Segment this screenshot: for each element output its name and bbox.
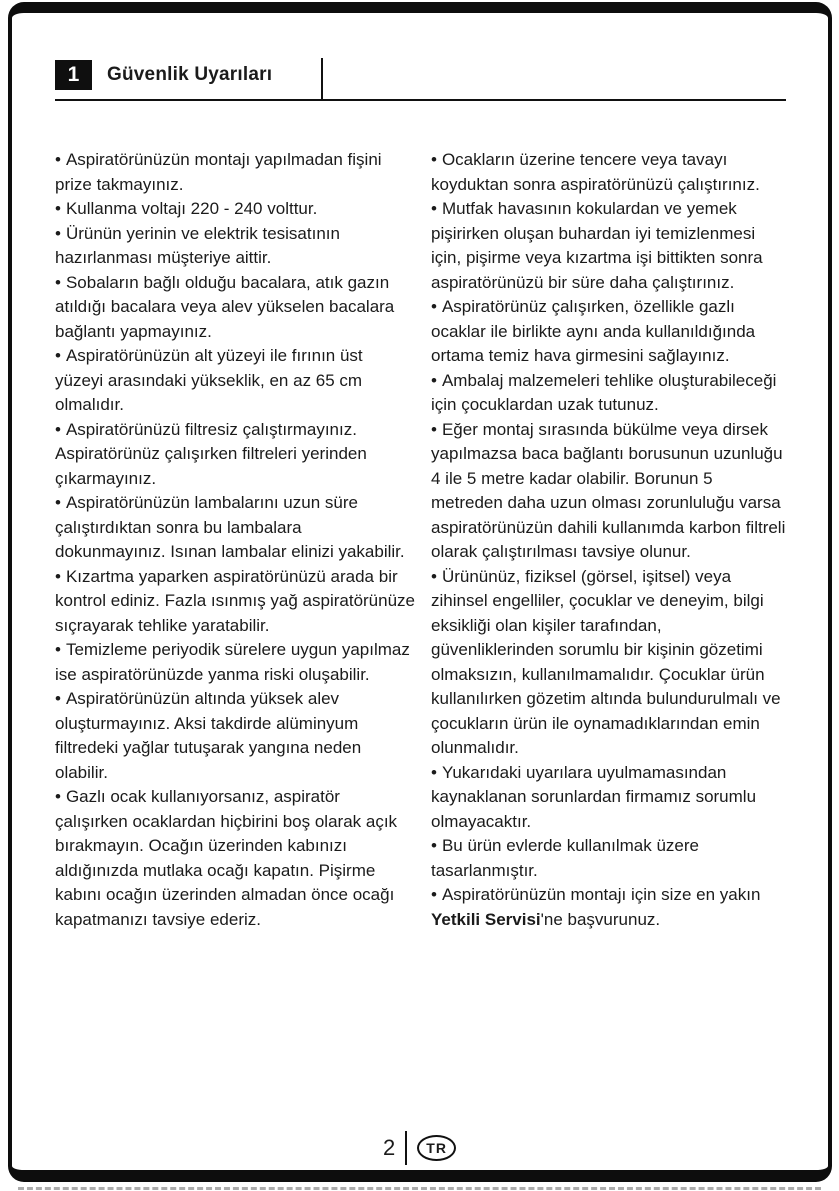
bullet-icon: •: [431, 566, 437, 586]
bullet-text: Ürününüz, fiziksel (görsel, işitsel) veya zihinsel engelliler, çocuklar ve deneyim, bilgi eksikliği olan kişiler tarafından, güvenliklerinden sorumlu bir kişinin gözetimi olmaksızın, kullanılmamalıdır. Çocuklar ürün kullanılırken gözetim altında bulundurulmalı ve çocukların ürün ile oynamadıklarından emin olunmalıdır.: [431, 566, 781, 757]
page-number: 2: [383, 1135, 396, 1160]
bullet-icon: •: [55, 199, 61, 218]
bullet-text: Yukarıdaki uyarılara uyulmamasından kaynaklanan sorunlardan firmamız sorumlu olmayacaktır.: [431, 762, 757, 831]
bullet-item: [55, 148, 415, 197]
bullet-item: [431, 418, 788, 565]
bullet-icon: •: [431, 762, 437, 782]
bullet-item: [55, 344, 415, 418]
column-right-items: [431, 148, 788, 883]
bullet-icon: •: [55, 272, 61, 292]
bullet-item: [431, 197, 788, 295]
bullet-icon: •: [431, 199, 437, 218]
page-title: Güvenlik Uyarıları: [107, 64, 273, 85]
bullet-item: [431, 369, 788, 418]
bullet-item: [55, 197, 415, 222]
section-header-box: [55, 58, 323, 99]
bullet-item: [55, 638, 415, 687]
bullet-icon: •: [431, 370, 437, 390]
bullet-text: Temizleme periyodik sürelere uygun yapılmaz ise aspiratörünüzde yanma riski oluşabilir.: [55, 640, 410, 684]
bullet-text: Aspiratörünüzün alt yüzeyi ile fırının üst yüzeyi arasındaki yükseklik, en az 65 cm olmalıdır.: [55, 346, 363, 414]
bullet-text: Mutfak havasının kokulardan ve yemek pişirirken oluşan buhardan iyi temizlenmesi için, pişirme veya kızartma işi bittikten sonra aspiratörünüzü bir süre daha çalıştırınız.: [431, 199, 763, 292]
bullet-icon: •: [55, 787, 61, 806]
section-number-box: [55, 60, 92, 90]
bullet-item: [431, 148, 788, 197]
scan-artifact-line: [18, 1187, 821, 1190]
body-columns: [55, 148, 808, 932]
column-right: [431, 148, 808, 932]
service-note-post: 'ne başvurunuz.: [540, 909, 661, 929]
bullet-text: Ürünün yerinin ve elektrik tesisatının hazırlanması müşteriye aittir.: [55, 223, 340, 267]
bullet-icon: •: [55, 493, 61, 512]
bullet-item: [55, 565, 415, 639]
service-note-pre: Aspiratörünüzün montajı için size en yakın: [441, 885, 808, 904]
bullet-item: [431, 834, 788, 883]
column-left: [55, 148, 415, 932]
bullet-icon: •: [55, 346, 61, 365]
bullet-item: [431, 565, 788, 761]
bullet-item: [431, 295, 788, 369]
section-header: [55, 58, 786, 101]
bullet-text: Aspiratörünüzün altında yüksek alev oluşturmayınız. Aksi takdirde alüminyum filtredeki yağlar tutuşarak yangına neden olabilir.: [55, 689, 362, 782]
bullet-item: [55, 785, 415, 932]
service-note-bold: Yetkili Servisi: [431, 909, 541, 929]
bullet-icon: •: [431, 297, 437, 316]
bullet-icon: •: [55, 566, 61, 586]
bullet-item: [431, 761, 788, 835]
bullet-text: Aspiratörünüzün lambalarını uzun süre çalıştırdıktan sonra bu lambalara dokunmayınız. Isınan lambalar elinizi yakabilir.: [55, 493, 405, 561]
bullet-icon: •: [431, 419, 437, 439]
bullet-icon: •: [55, 150, 61, 169]
service-note: [431, 883, 808, 932]
bullet-text: Sobaların bağlı olduğu bacalara, atık gazın atıldığı bacalara veya alev yükselen bacalara bağlantı yapmayınız.: [55, 272, 395, 341]
bullet-text: Gazlı ocak kullanıyorsanız, aspiratör çalışırken ocaklardan hiçbirini boş olarak açık bırakmayın. Ocağın üzerinden kabınızı aldığınızda mutlaka ocağı kapatın. Pişirme kabını ocağın üzerinden almadan önce ocağı kapatmanızı tavsiye ederiz.: [55, 787, 398, 929]
bullet-icon: •: [431, 836, 437, 855]
bullet-text: Kızartma yaparken aspiratörünüzü arada bir kontrol ediniz. Fazla ısınmış yağ aspiratörünüze sıçrayarak tehlike yaratabilir.: [55, 566, 416, 635]
bullet-item: [55, 491, 415, 565]
bullet-icon: •: [55, 419, 61, 439]
bullet-text: Eğer montaj sırasında bükülme veya dirsek yapılmazsa baca bağlantı borusunun uzunluğu 4 ile 5 metre kadar olabilir. Borunun 5 metreden daha uzun olması zorunluluğu varsa aspiratörünüzün dahili kullanımda karbon filtreli olarak çalıştırılması tavsiye olunur.: [431, 419, 786, 561]
locale-badge: TR: [417, 1135, 456, 1161]
bullet-icon: •: [55, 223, 61, 243]
bullet-icon: •: [431, 150, 437, 169]
page-footer: [0, 1131, 839, 1165]
bullet-item: [55, 418, 415, 492]
footer-divider: [405, 1131, 407, 1165]
bullet-text: Aspiratörünüz çalışırken, özellikle gazlı ocaklar ile birlikte aynı anda kullanıldığında ortama temiz hava girmesini sağlayınız.: [431, 297, 756, 365]
bullet-icon: •: [55, 640, 61, 659]
bullet-icon: •: [431, 885, 437, 904]
bullet-text: Aspiratörünüzün montajı yapılmadan fişini prize takmayınız.: [55, 150, 382, 194]
bullet-text: Aspiratörünüzü filtresiz çalıştırmayınız. Aspiratörünüz çalışırken filtreleri yerinden çıkarmayınız.: [55, 419, 367, 488]
bullet-item: [55, 222, 415, 271]
bullet-icon: •: [55, 689, 61, 708]
section-number: 1: [67, 63, 80, 86]
bullet-item: [55, 271, 415, 345]
bullet-text: Ambalaj malzemeleri tehlike oluşturabileceği için çocuklardan uzak tutunuz.: [431, 370, 777, 414]
bullet-item: [55, 687, 415, 785]
bullet-text: Kullanma voltajı 220 - 240 volttur.: [65, 199, 318, 218]
bullet-text: Ocakların üzerine tencere veya tavayı koyduktan sonra aspiratörünüzü çalıştırınız.: [431, 150, 760, 194]
bullet-text: Bu ürün evlerde kullanılmak üzere tasarlanmıştır.: [431, 836, 699, 880]
